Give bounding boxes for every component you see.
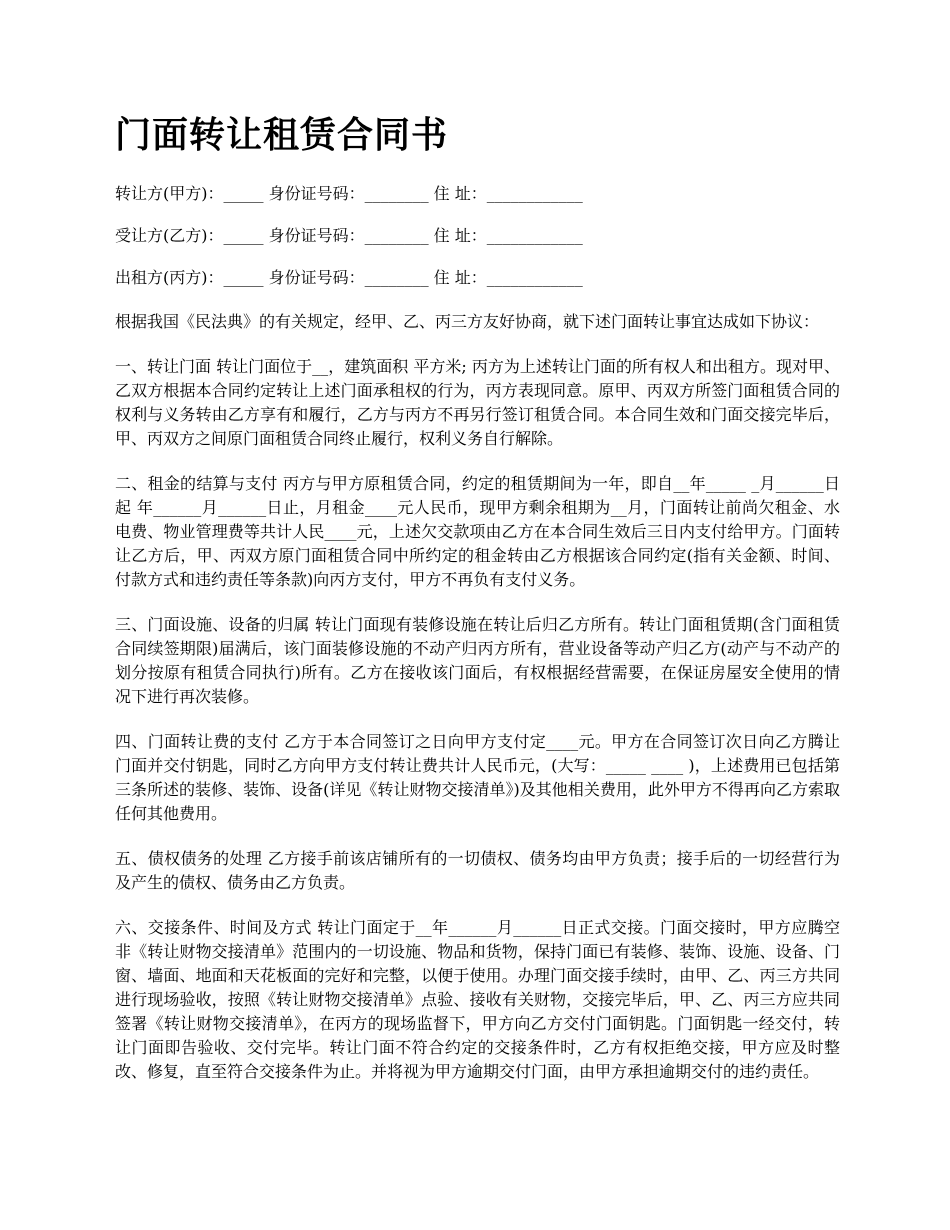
party-transferor: 转让方(甲方)：_____ 身份证号码：________ 住 址：____________ bbox=[115, 184, 583, 203]
clause-3-paragraph: 三、门面设施、设备的归属 转让门面现有装修设施在转让后归乙方所有。转让门面租赁期(含门面租赁合同续签期限)届满后，该门面装修设施的不动产归丙方所有，营业设备等动产归乙方(动产与不动产的划分按原有租赁合同执行)所有。乙方在接收该门面后，有权根据经营需要，在保证房屋安全使用的情况下进行再次装修。 bbox=[115, 615, 840, 706]
document-page bbox=[115, 112, 840, 1105]
intro-paragraph: 根据我国《民法典》的有关规定，经甲、乙、丙三方友好协商，就下述门面转让事宜达成如下协议： bbox=[115, 312, 820, 331]
document-title: 门面转让租赁合同书 bbox=[115, 115, 449, 156]
clause-4-paragraph: 四、门面转让费的支付 乙方于本合同签订之日向甲方支付定____元。甲方在合同签订次日向乙方腾让门面并交付钥匙，同时乙方向甲方支付转让费共计人民币元，(大写：_____ ____ )，上述费用已包括第三条所述的装修、装饰、设备(详见《转让财物交接清单》)及其他相关费用，此外甲方不得再向乙方索取任何其他费用。 bbox=[115, 732, 840, 823]
party-transferee: 受让方(乙方)：_____ 身份证号码：________ 住 址：____________ bbox=[115, 226, 583, 245]
clause-5-paragraph: 五、债权债务的处理 乙方接手前该店铺所有的一切债权、债务均由甲方负责；接手后的一切经营行为及产生的债权、债务由乙方负责。 bbox=[115, 849, 840, 892]
clause-2-paragraph: 二、租金的结算与支付 丙方与甲方原租赁合同，约定的租赁期间为一年，即自__年_____ _月______日起 年______月______日止，月租金____元人民币，现甲方剩余租期为__月，门面转让前尚欠租金、水电费、物业管理费等共计人民____元，上述欠交款项由乙方在本合同生效后三日内支付给甲方。门面转让乙方后，甲、丙双方原门面租赁合同中所约定的租金转由乙方根据该合同约定(指有关金额、时间、付款方式和违约责任等条款)向丙方支付，甲方不再负有支付义务。 bbox=[115, 474, 840, 589]
clause-6-paragraph: 六、交接条件、时间及方式 转让门面定于__年______月______日正式交接。门面交接时，甲方应腾空非《转让财物交接清单》范围内的一切设施、物品和货物，保持门面已有装修、装饰、设施、设备、门窗、墙面、地面和天花板面的完好和完整，以便于使用。办理门面交接手续时，由甲、乙、丙三方共同进行现场验收，按照《转让财物交接清单》点验、接收有关财物，交接完毕后，甲、乙、丙三方应共同签署《转让财物交接清单》，在丙方的现场监督下，甲方向乙方交付门面钥匙。门面钥匙一经交付，转让门面即告验收、交付完毕。转让门面不符合约定的交接条件时，乙方有权拒绝交接，甲方应及时整改、修复，直至符合交接条件为止。并将视为甲方逾期交付门面，由甲方承担逾期交付的违约责任。 bbox=[115, 918, 840, 1081]
party-lessor: 出租方(丙方)：_____ 身份证号码：________ 住 址：____________ bbox=[115, 268, 583, 287]
clause-1-paragraph: 一、转让门面 转让门面位于__，建筑面积 平方米; 丙方为上述转让门面的所有权人和出租方。现对甲、乙双方根据本合同约定转让上述门面承租权的行为，丙方表现同意。原甲、丙双方所签门面租赁合同的权利与义务转由乙方享有和履行，乙方与丙方不再另行签订租赁合同。本合同生效和门面交接完毕后，甲、丙双方之间原门面租赁合同终止履行，权利义务自行解除。 bbox=[115, 357, 840, 448]
